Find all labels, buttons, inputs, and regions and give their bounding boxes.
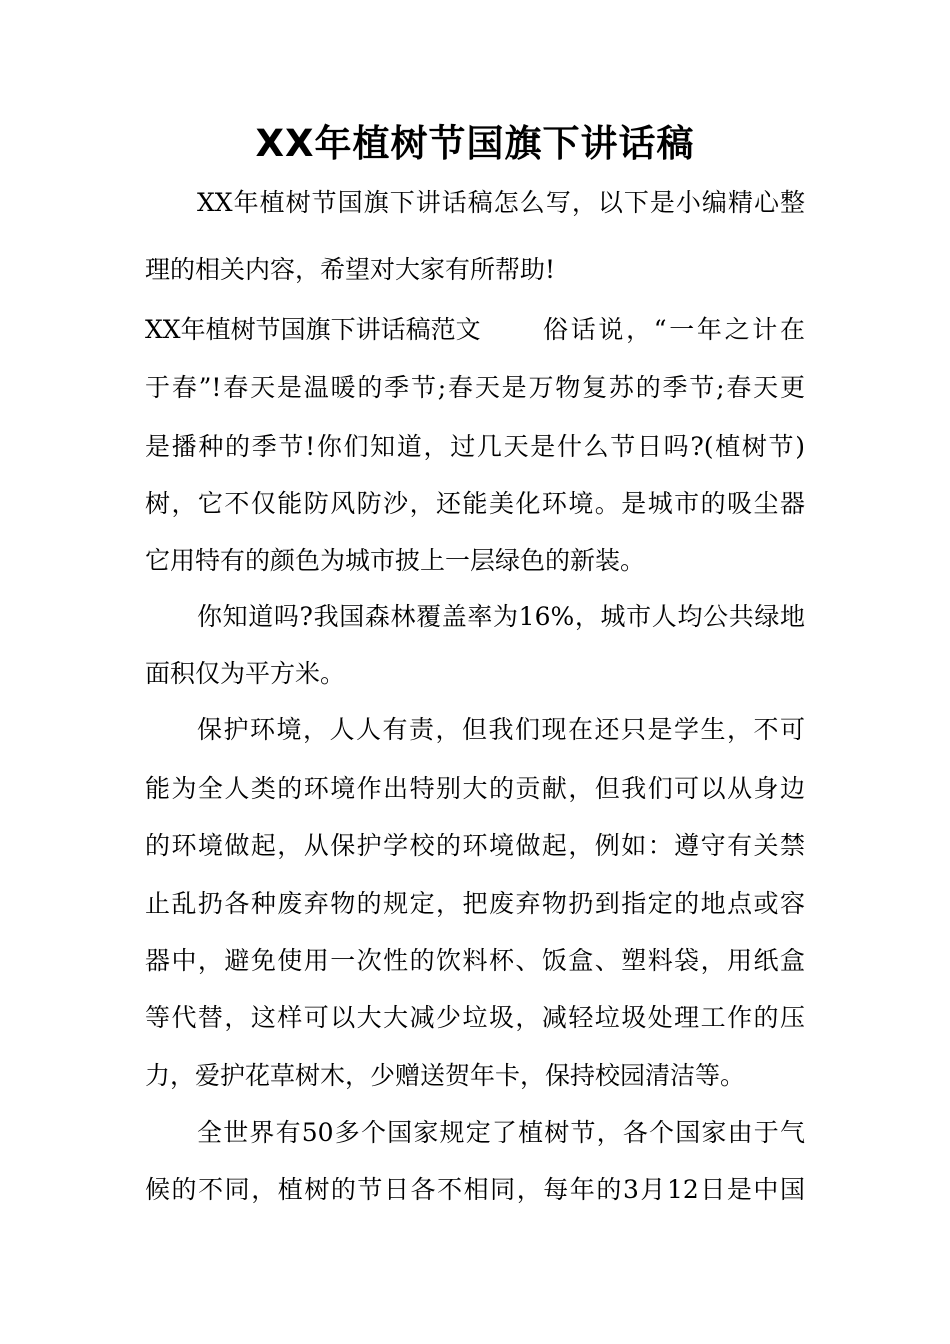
paragraph-line: 保护环境，人人有责，但我们现在还只是学生，不可 xyxy=(197,715,805,744)
section-heading: XX年植树节国旗下讲话稿范文 xyxy=(145,315,481,344)
paragraph-line: 等代替，这样可以大大减少垃圾，减轻垃圾处理工作的压 xyxy=(145,1003,805,1032)
paragraph-line xyxy=(145,310,805,350)
paragraph-line: 的环境做起，从保护学校的环境做起，例如：遵守有关禁 xyxy=(145,831,805,860)
paragraph-line: 它用特有的颜色为城市披上一层绿色的新装。 xyxy=(145,546,646,575)
paragraph-line: 候的不同，植树的节日各不相同，每年的3月12日是中国 xyxy=(145,1175,805,1204)
page-title: XX年植树节国旗下讲话稿 xyxy=(255,122,695,165)
paragraph-line: 面积仅为平方米。 xyxy=(145,659,346,688)
paragraph-line: 你知道吗?我国森林覆盖率为16%，城市人均公共绿地 xyxy=(197,602,805,631)
paragraph-line: 器中，避免使用一次性的饮料杯、饭盒、塑料袋，用纸盒 xyxy=(145,946,805,975)
paragraph-line: 全世界有50多个国家规定了植树节，各个国家由于气 xyxy=(197,1118,805,1147)
paragraph-line: 力，爱护花草树木，少赠送贺年卡，保持校园清洁等。 xyxy=(145,1061,746,1090)
paragraph-line: 于春”!春天是温暖的季节;春天是万物复苏的季节;春天更 xyxy=(145,373,805,402)
paragraph-line: 能为全人类的环境作出特别大的贡献，但我们可以从身边 xyxy=(145,774,805,803)
paragraph-line: 树，它不仅能防风防沙，还能美化环境。是城市的吸尘器 xyxy=(145,489,805,518)
paragraph-line: 是播种的季节!你们知道，过几天是什么节日吗?(植树节) xyxy=(145,432,805,461)
paragraph-line: 理的相关内容，希望对大家有所帮助! xyxy=(145,255,556,284)
paragraph-line: XX年植树节国旗下讲话稿怎么写，以下是小编精心整 xyxy=(197,188,805,217)
paragraph-segment: 俗话说，“一年之计在 xyxy=(543,315,805,344)
paragraph-line: 止乱扔各种废弃物的规定，把废弃物扔到指定的地点或容 xyxy=(145,889,805,918)
